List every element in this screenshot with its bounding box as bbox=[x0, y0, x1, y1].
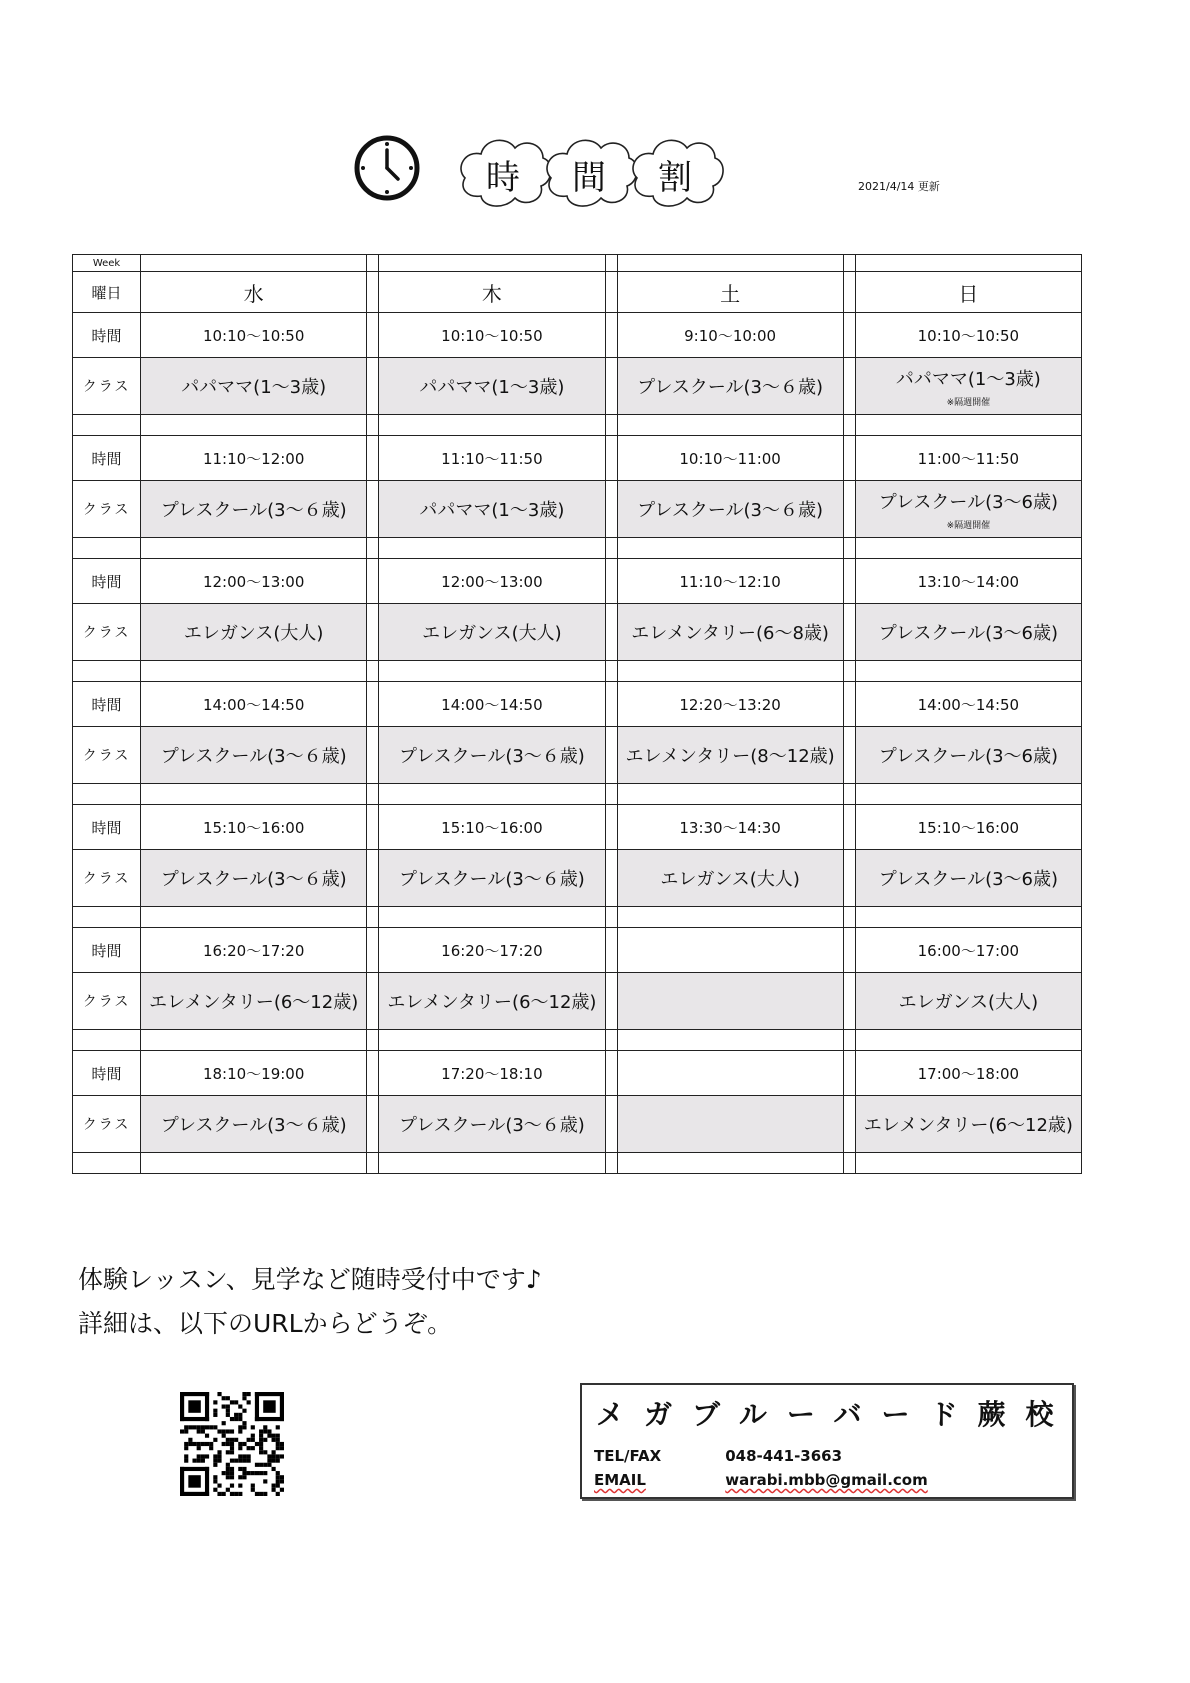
class-label: クラス bbox=[73, 604, 141, 661]
time-cell-sat: 12:20〜13:20 bbox=[617, 682, 843, 727]
time-cell-sat bbox=[617, 928, 843, 973]
class-cell-sun bbox=[855, 358, 1081, 415]
spacer-cell bbox=[379, 538, 605, 559]
time-cell-sun: 14:00〜14:50 bbox=[855, 682, 1081, 727]
class-name: プレスクール(3〜６歳) bbox=[160, 1115, 347, 1136]
class-cell-sat bbox=[617, 727, 843, 784]
class-note: ※隔週開催 bbox=[946, 397, 991, 408]
time-label: 時間 bbox=[73, 559, 141, 604]
spacer-cell bbox=[141, 415, 367, 436]
spacer-cell bbox=[73, 907, 141, 928]
time-cell-thu: 11:10〜11:50 bbox=[379, 436, 605, 481]
time-label: 時間 bbox=[73, 1051, 141, 1096]
spacer-cell bbox=[73, 415, 141, 436]
spacer-cell bbox=[617, 538, 843, 559]
day-header-sat: 土 bbox=[617, 272, 843, 313]
qr-code-icon[interactable] bbox=[180, 1392, 284, 1496]
school-info-box bbox=[580, 1383, 1074, 1499]
class-name: プレスクール(3〜6歳) bbox=[878, 623, 1059, 644]
class-name: パパママ(1〜3歳) bbox=[419, 377, 565, 398]
class-cell-sun bbox=[855, 481, 1081, 538]
class-cell-sun bbox=[855, 604, 1081, 661]
page-title bbox=[455, 128, 755, 220]
class-cell-wed bbox=[141, 604, 367, 661]
class-label: クラス bbox=[73, 481, 141, 538]
time-cell-thu: 10:10〜10:50 bbox=[379, 313, 605, 358]
title-char: 割 bbox=[658, 158, 692, 198]
spacer-cell bbox=[855, 415, 1081, 436]
class-name: エレガンス(大人) bbox=[660, 869, 800, 890]
time-cell-wed: 18:10〜19:00 bbox=[141, 1051, 367, 1096]
spacer-cell bbox=[855, 1153, 1081, 1174]
class-name: エレメンタリー(8〜12歳) bbox=[625, 746, 835, 767]
day-header-wed: 水 bbox=[141, 272, 367, 313]
spacer-cell bbox=[379, 907, 605, 928]
class-cell-thu bbox=[379, 727, 605, 784]
spacer-cell bbox=[141, 661, 367, 682]
spacer-cell bbox=[617, 1153, 843, 1174]
class-cell-sun bbox=[855, 1096, 1081, 1153]
time-cell-wed: 12:00〜13:00 bbox=[141, 559, 367, 604]
time-cell-thu: 15:10〜16:00 bbox=[379, 805, 605, 850]
class-name: プレスクール(3〜６歳) bbox=[160, 500, 347, 521]
tel-row bbox=[594, 1447, 842, 1465]
promo-line: 詳細は、以下のURLからどうぞ。 bbox=[78, 1309, 453, 1338]
class-name: プレスクール(3〜6歳) bbox=[878, 746, 1059, 767]
spacer-cell bbox=[379, 415, 605, 436]
time-cell-sun: 13:10〜14:00 bbox=[855, 559, 1081, 604]
class-label: クラス bbox=[73, 1096, 141, 1153]
email-row bbox=[594, 1471, 928, 1489]
spacer-cell bbox=[141, 907, 367, 928]
class-name: エレメンタリー(6〜8歳) bbox=[631, 623, 829, 644]
tel-value: 048-441-3663 bbox=[725, 1447, 843, 1465]
time-label: 時間 bbox=[73, 682, 141, 727]
time-cell-wed: 10:10〜10:50 bbox=[141, 313, 367, 358]
class-cell-thu bbox=[379, 481, 605, 538]
updated-date: 2021/4/14 更新 bbox=[858, 180, 940, 193]
class-cell-sat bbox=[617, 604, 843, 661]
tel-label: TEL/FAX bbox=[594, 1447, 662, 1465]
class-cell-wed bbox=[141, 481, 367, 538]
class-cell-wed bbox=[141, 850, 367, 907]
time-label: 時間 bbox=[73, 313, 141, 358]
spacer-cell bbox=[855, 661, 1081, 682]
promo-text bbox=[78, 1258, 542, 1346]
time-cell-sat bbox=[617, 1051, 843, 1096]
spacer-cell bbox=[73, 1153, 141, 1174]
spacer-cell bbox=[617, 661, 843, 682]
email-value[interactable]: warabi.mbb@gmail.com bbox=[725, 1471, 928, 1489]
time-cell-wed: 11:10〜12:00 bbox=[141, 436, 367, 481]
class-name: パパママ(1〜3歳) bbox=[419, 500, 565, 521]
title-char: 間 bbox=[572, 158, 606, 198]
spacer-cell bbox=[141, 1153, 367, 1174]
class-label: クラス bbox=[73, 973, 141, 1030]
class-cell-sun bbox=[855, 727, 1081, 784]
spacer-cell bbox=[141, 538, 367, 559]
spacer-cell bbox=[141, 784, 367, 805]
class-name: エレガンス(大人) bbox=[898, 992, 1039, 1013]
time-cell-wed: 16:20〜17:20 bbox=[141, 928, 367, 973]
class-cell-thu bbox=[379, 604, 605, 661]
class-cell-wed bbox=[141, 727, 367, 784]
class-name: エレガンス(大人) bbox=[422, 623, 562, 644]
class-cell-sat bbox=[617, 358, 843, 415]
class-cell-wed bbox=[141, 358, 367, 415]
class-name: プレスクール(3〜６歳) bbox=[637, 500, 824, 521]
class-name: パパママ(1〜3歳) bbox=[181, 377, 327, 398]
spacer-cell bbox=[617, 907, 843, 928]
class-cell-thu bbox=[379, 973, 605, 1030]
class-cell-wed bbox=[141, 973, 367, 1030]
time-cell-sat: 11:10〜12:10 bbox=[617, 559, 843, 604]
clock-icon bbox=[352, 133, 422, 203]
time-label: 時間 bbox=[73, 928, 141, 973]
spacer-cell bbox=[73, 538, 141, 559]
class-label: クラス bbox=[73, 727, 141, 784]
time-cell-sun: 10:10〜10:50 bbox=[855, 313, 1081, 358]
class-cell-thu bbox=[379, 358, 605, 415]
class-cell-wed bbox=[141, 1096, 367, 1153]
spacer-cell bbox=[73, 1030, 141, 1051]
day-header-sun: 日 bbox=[855, 272, 1081, 313]
class-label: クラス bbox=[73, 358, 141, 415]
class-name: プレスクール(3〜６歳) bbox=[398, 1115, 585, 1136]
spacer-cell bbox=[855, 1030, 1081, 1051]
spacer-cell bbox=[855, 538, 1081, 559]
promo-line: 体験レッスン、見学など随時受付中です♪ bbox=[78, 1265, 542, 1294]
class-cell-sun bbox=[855, 973, 1081, 1030]
class-cell-sat bbox=[617, 1096, 843, 1153]
timetable bbox=[72, 254, 1082, 1174]
spacer-cell bbox=[617, 415, 843, 436]
time-cell-sat: 13:30〜14:30 bbox=[617, 805, 843, 850]
day-label: 曜日 bbox=[73, 272, 141, 313]
time-cell-wed: 14:00〜14:50 bbox=[141, 682, 367, 727]
time-cell-wed: 15:10〜16:00 bbox=[141, 805, 367, 850]
class-name: プレスクール(3〜６歳) bbox=[160, 869, 347, 890]
school-name: メガブルーバード蕨校 bbox=[596, 1398, 1074, 1431]
spacer-cell bbox=[379, 661, 605, 682]
time-cell-sun: 16:00〜17:00 bbox=[855, 928, 1081, 973]
class-name: エレメンタリー(6〜12歳) bbox=[149, 992, 359, 1013]
spacer-cell bbox=[855, 907, 1081, 928]
class-name: プレスクール(3〜6歳) bbox=[878, 869, 1059, 890]
time-cell-thu: 12:00〜13:00 bbox=[379, 559, 605, 604]
spacer-cell bbox=[617, 1030, 843, 1051]
day-header-thu: 木 bbox=[379, 272, 605, 313]
page-header bbox=[0, 0, 1190, 230]
time-cell-sat: 10:10〜11:00 bbox=[617, 436, 843, 481]
spacer-cell bbox=[379, 1030, 605, 1051]
spacer-cell bbox=[379, 1153, 605, 1174]
title-char: 時 bbox=[486, 158, 520, 198]
spacer-cell bbox=[379, 784, 605, 805]
spacer-cell bbox=[141, 1030, 367, 1051]
class-name: エレガンス(大人) bbox=[183, 623, 324, 644]
class-label: クラス bbox=[73, 850, 141, 907]
spacer-cell bbox=[73, 784, 141, 805]
class-name: プレスクール(3〜６歳) bbox=[398, 746, 585, 767]
email-label: EMAIL bbox=[594, 1471, 646, 1489]
class-name: パパママ(1〜3歳) bbox=[895, 368, 1041, 390]
time-cell-thu: 14:00〜14:50 bbox=[379, 682, 605, 727]
class-cell-sat bbox=[617, 481, 843, 538]
class-cell-thu bbox=[379, 850, 605, 907]
time-label: 時間 bbox=[73, 436, 141, 481]
time-cell-thu: 17:20〜18:10 bbox=[379, 1051, 605, 1096]
spacer-cell bbox=[73, 661, 141, 682]
class-name: プレスクール(3〜６歳) bbox=[398, 869, 585, 890]
class-name: エレメンタリー(6〜12歳) bbox=[863, 1115, 1073, 1136]
time-cell-sat: 9:10〜10:00 bbox=[617, 313, 843, 358]
time-cell-sun: 15:10〜16:00 bbox=[855, 805, 1081, 850]
spacer-cell bbox=[855, 784, 1081, 805]
class-name: プレスクール(3〜６歳) bbox=[637, 377, 824, 398]
time-cell-sun: 11:00〜11:50 bbox=[855, 436, 1081, 481]
time-label: 時間 bbox=[73, 805, 141, 850]
class-note: ※隔週開催 bbox=[946, 520, 991, 531]
class-cell-sat bbox=[617, 973, 843, 1030]
class-cell-thu bbox=[379, 1096, 605, 1153]
week-label: Week bbox=[73, 255, 141, 272]
class-name: エレメンタリー(6〜12歳) bbox=[387, 992, 597, 1013]
class-cell-sat bbox=[617, 850, 843, 907]
class-cell-sun bbox=[855, 850, 1081, 907]
class-name: プレスクール(3〜６歳) bbox=[160, 746, 347, 767]
time-cell-sun: 17:00〜18:00 bbox=[855, 1051, 1081, 1096]
spacer-cell bbox=[617, 784, 843, 805]
time-cell-thu: 16:20〜17:20 bbox=[379, 928, 605, 973]
class-name: プレスクール(3〜6歳) bbox=[878, 491, 1059, 513]
